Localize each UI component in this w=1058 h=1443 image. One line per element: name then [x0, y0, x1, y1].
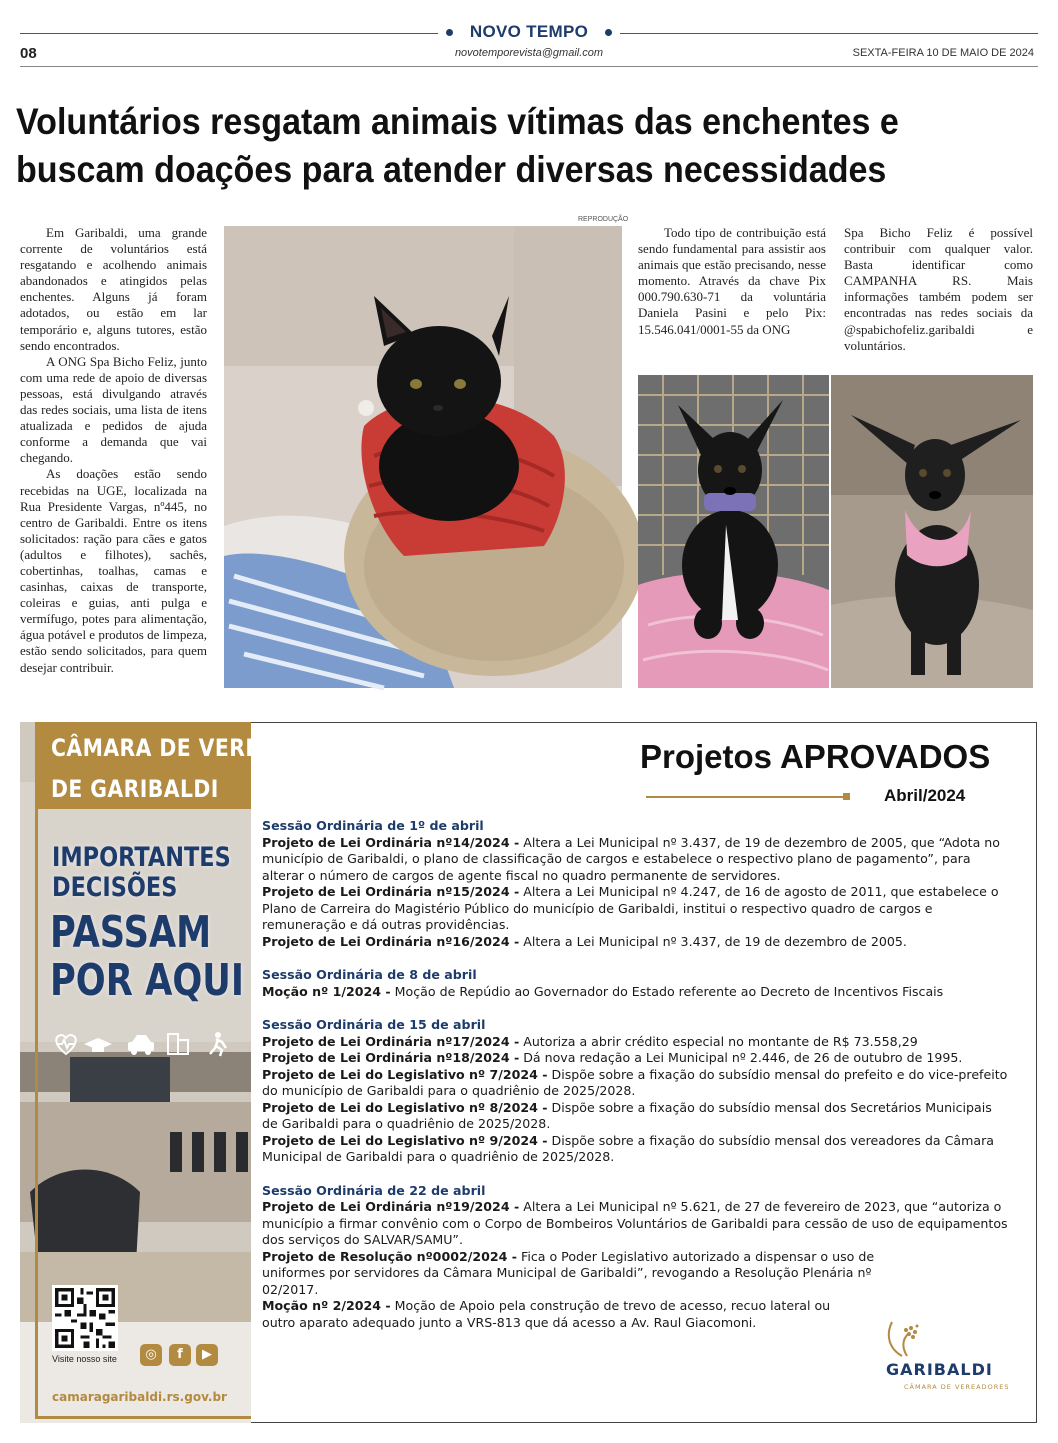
session-title: Sessão Ordinária de 15 de abril [262, 1017, 486, 1032]
page-number: 08 [20, 45, 37, 62]
slogan-passam: PASSAM [50, 907, 212, 958]
article-column-1 [20, 225, 207, 676]
session-item [262, 1133, 1010, 1166]
site-url[interactable]: camaragaribaldi.rs.gov.br [52, 1390, 227, 1404]
heart-icon [56, 1035, 75, 1054]
item-label: Projeto de Lei Ordinária nº15/2024 - [262, 884, 520, 899]
item-text: Fica o Poder Legislativo autorizado a dispensar o uso de uniformes por servidores da Câmara Municipal de Garibaldi”, revogando a Resolução Plenária nº 02/2017. [262, 1248, 875, 1297]
puppy-1-illustration [638, 375, 829, 688]
masthead-title: NOVO TEMPO [469, 22, 589, 41]
logo-name: GARIBALDI [886, 1360, 993, 1379]
item-label: Projeto de Resolução nº0002/2024 - [262, 1248, 517, 1264]
camara-title-line-2: DE GARIBALDI [51, 775, 219, 803]
column-1-paragraph-2: A ONG Spa Bicho Feliz, junto com uma rede de apoio de diversas pessoas, está divulgando através das redes sociais, uma lista de itens atualizada e pedidos de ajuda conforme a demanda que vai chegando. [20, 353, 207, 466]
session-title: Sessão Ordinária de 22 de abril [262, 1182, 486, 1198]
masthead-email: novotemporevista@gmail.com [454, 47, 604, 59]
projetos-list [262, 818, 1010, 1331]
qr-code-icon[interactable] [52, 1285, 118, 1351]
session-4 [262, 1183, 1010, 1332]
gold-frame-bottom [35, 1416, 251, 1419]
headline-line-2: buscam doações para atender diversas necessidades [16, 149, 887, 190]
youtube-icon[interactable]: ▶ [196, 1344, 218, 1366]
projetos-gold-line [646, 796, 844, 798]
service-icons [52, 1030, 242, 1058]
article-column-3 [844, 225, 1033, 354]
session-item [262, 1298, 862, 1331]
facebook-icon[interactable]: f [169, 1344, 191, 1366]
visit-site-label: Visite nosso site [52, 1354, 117, 1364]
projetos-month: Abril/2024 [884, 786, 966, 805]
column-1-paragraph-3: As doações estão sendo recebidas na UGE, localizada na Rua Presidente Vargas, nº445, no centro de Garibaldi. Entre os itens solicitados: ração para cães e gatos (adultos e filhotes), sachês, cobertinhas, toalhas, camas e casinhas, caixas de transporte, coleiras e guias, anti pulga e vermífugo, potes para alimentação, água potável e produtos de limpeza, estão sendo solicitados, para quem desejar contribuir. [20, 466, 207, 675]
kitten-photo [224, 226, 622, 688]
column-2-paragraph-1: Todo tipo de contribuição está sendo fundamental para assistir aos animais que estão precisando, nesse momento. Através da chave Pix 000.790.630-71 da voluntária Daniela Pasini e pelo Pix: 15.546.041/0001-55 da ONG [638, 225, 826, 337]
session-item [262, 835, 1010, 885]
session-title: Sessão Ordinária de 8 de abril [262, 967, 477, 982]
article-headline [16, 98, 964, 194]
slogan-por-aqui: POR AQUI [50, 955, 244, 1006]
item-text: Altera a Lei Municipal nº 4.247, de 16 de agosto de 2011, que estabelece o Plano de Carreira do Magistério Público do município de Garibaldi, institui o respectivo quadro de cargos e remuneração e dá outras providências. [262, 884, 999, 932]
item-label: Moção nº 1/2024 - [262, 983, 391, 999]
item-label: Projeto de Lei Ordinária nº18/2024 - [262, 1050, 520, 1065]
puppy-photo-1 [638, 375, 829, 688]
photo-credit: REPRODUÇÃO [578, 216, 629, 223]
item-text: Moção de Repúdio ao Governador do Estado referente ao Decreto de Incentivos Fiscais [390, 983, 944, 999]
masthead-dot-right [605, 29, 612, 36]
grape-vine-logo-icon [882, 1320, 932, 1360]
session-item [262, 1067, 1010, 1100]
runner-icon [210, 1032, 226, 1056]
session-item [262, 1050, 1010, 1067]
session-item [262, 1034, 1010, 1051]
session-item [262, 884, 1010, 934]
item-text: Altera a Lei Municipal nº 5.621, de 27 de fevereiro de 2023, que “autoriza o município a firmar convênio com o Corpo de Bombeiros Voluntários de Garibaldi para cessão de uso de equipamentos dos serviços do SALVAR/SAMU”. [262, 1199, 1008, 1247]
item-label: Projeto de Lei Ordinária nº19/2024 - [262, 1199, 520, 1214]
building-icon [168, 1034, 188, 1054]
item-label: Projeto de Lei Ordinária nº16/2024 - [262, 933, 520, 949]
session-item [262, 1199, 1010, 1249]
projetos-title: Projetos APROVADOS [640, 738, 991, 775]
session-2 [262, 967, 1010, 1000]
slogan-decisoes: DECISÕES [52, 872, 178, 903]
masthead-rule-right [620, 33, 1038, 34]
session-title: Sessão Ordinária de 1º de abril [262, 818, 484, 833]
instagram-icon[interactable]: ◎ [140, 1344, 162, 1366]
item-text: Moção de Apoio pela construção de trevo de acesso, recuo lateral ou outro aparato adequado junto a VRS-813 que dá acesso a Av. Raul Giacomoni. [262, 1298, 831, 1330]
slogan-importantes: IMPORTANTES [52, 842, 231, 873]
item-text: Dispõe sobre a fixação do subsídio mensal dos vereadores da Câmara Municipal de Garibaldi para o quadriênio de 2025/2028. [262, 1132, 994, 1164]
session-item [262, 934, 1010, 951]
item-text: Autoriza a abrir crédito especial no montante de R$ 73.558,29 [519, 1033, 918, 1049]
item-label: Projeto de Lei Ordinária nº17/2024 - [262, 1033, 520, 1049]
logo-subtitle: CÂMARA DE VEREADORES [904, 1383, 1010, 1391]
item-text: Altera a Lei Municipal nº 3.437, de 19 de dezembro de 2005, que “Adota no município de Garibaldi, o plano de classificação de cargos e estabelece o respectivo plano de pagamento”, para alterar o número de cargos de agente fiscal no quadro permanente de servidores. [262, 834, 1000, 883]
item-label: Projeto de Lei do Legislativo nº 8/2024 - [262, 1099, 548, 1115]
session-3 [262, 1017, 1010, 1166]
gold-frame-left [35, 809, 38, 1419]
article-column-2 [638, 225, 826, 338]
kitten-illustration [224, 226, 622, 688]
headline-line-1: Voluntários resgatam animais vítimas das enchentes e [16, 101, 899, 142]
projetos-gold-dot [843, 793, 850, 800]
column-1-paragraph-1: Em Garibaldi, uma grande corrente de voluntários está resgatando e acolhendo animais abandonados e atingidos pelas enchentes. Alguns já foram adotados, ou estão em lar temporário e, alguns tutores, estão sendo encontrados. [20, 225, 207, 353]
session-item [262, 1249, 902, 1299]
session-item [262, 984, 1010, 1001]
item-label: Moção nº 2/2024 - [262, 1298, 391, 1313]
item-text: Altera a Lei Municipal nº 3.437, de 19 de dezembro de 2005. [519, 933, 907, 949]
item-text: Dispõe sobre a fixação do subsídio mensal dos Secretários Municipais de Garibaldi para o quadriênio de 2025/2028. [262, 1099, 992, 1131]
camara-title-line-1: CÂMARA DE VEREADORES [51, 734, 357, 762]
header-rule [20, 66, 1038, 67]
session-1 [262, 818, 1010, 950]
item-label: Projeto de Lei Ordinária nº14/2024 - [262, 834, 520, 850]
item-text: Dispõe sobre a fixação do subsídio mensal do prefeito e do vice-prefeito do município de Garibaldi para o quadriênio de 2025/2028. [262, 1066, 1008, 1098]
item-label: Projeto de Lei do Legislativo nº 9/2024 - [262, 1132, 548, 1148]
graduation-cap-icon [84, 1038, 112, 1052]
item-label: Projeto de Lei do Legislativo nº 7/2024 - [262, 1066, 548, 1082]
car-icon [128, 1035, 154, 1055]
masthead-date: SEXTA-FEIRA 10 DE MAIO DE 2024 [852, 47, 1034, 59]
puppy-photo-2 [831, 375, 1033, 688]
puppy-2-illustration [831, 375, 1033, 688]
column-3-paragraph-1: Spa Bicho Feliz é possível contribuir com qualquer valor. Basta identificar como CAMPANHA RS. Mais informações também podem ser encontradas nas redes sociais da @spabichofeliz.garibaldi e voluntários. [844, 225, 1033, 353]
item-text: Dá nova redação a Lei Municipal nº 2.446, de 26 de outubro de 1995. [519, 1050, 963, 1065]
session-item [262, 1100, 1010, 1133]
